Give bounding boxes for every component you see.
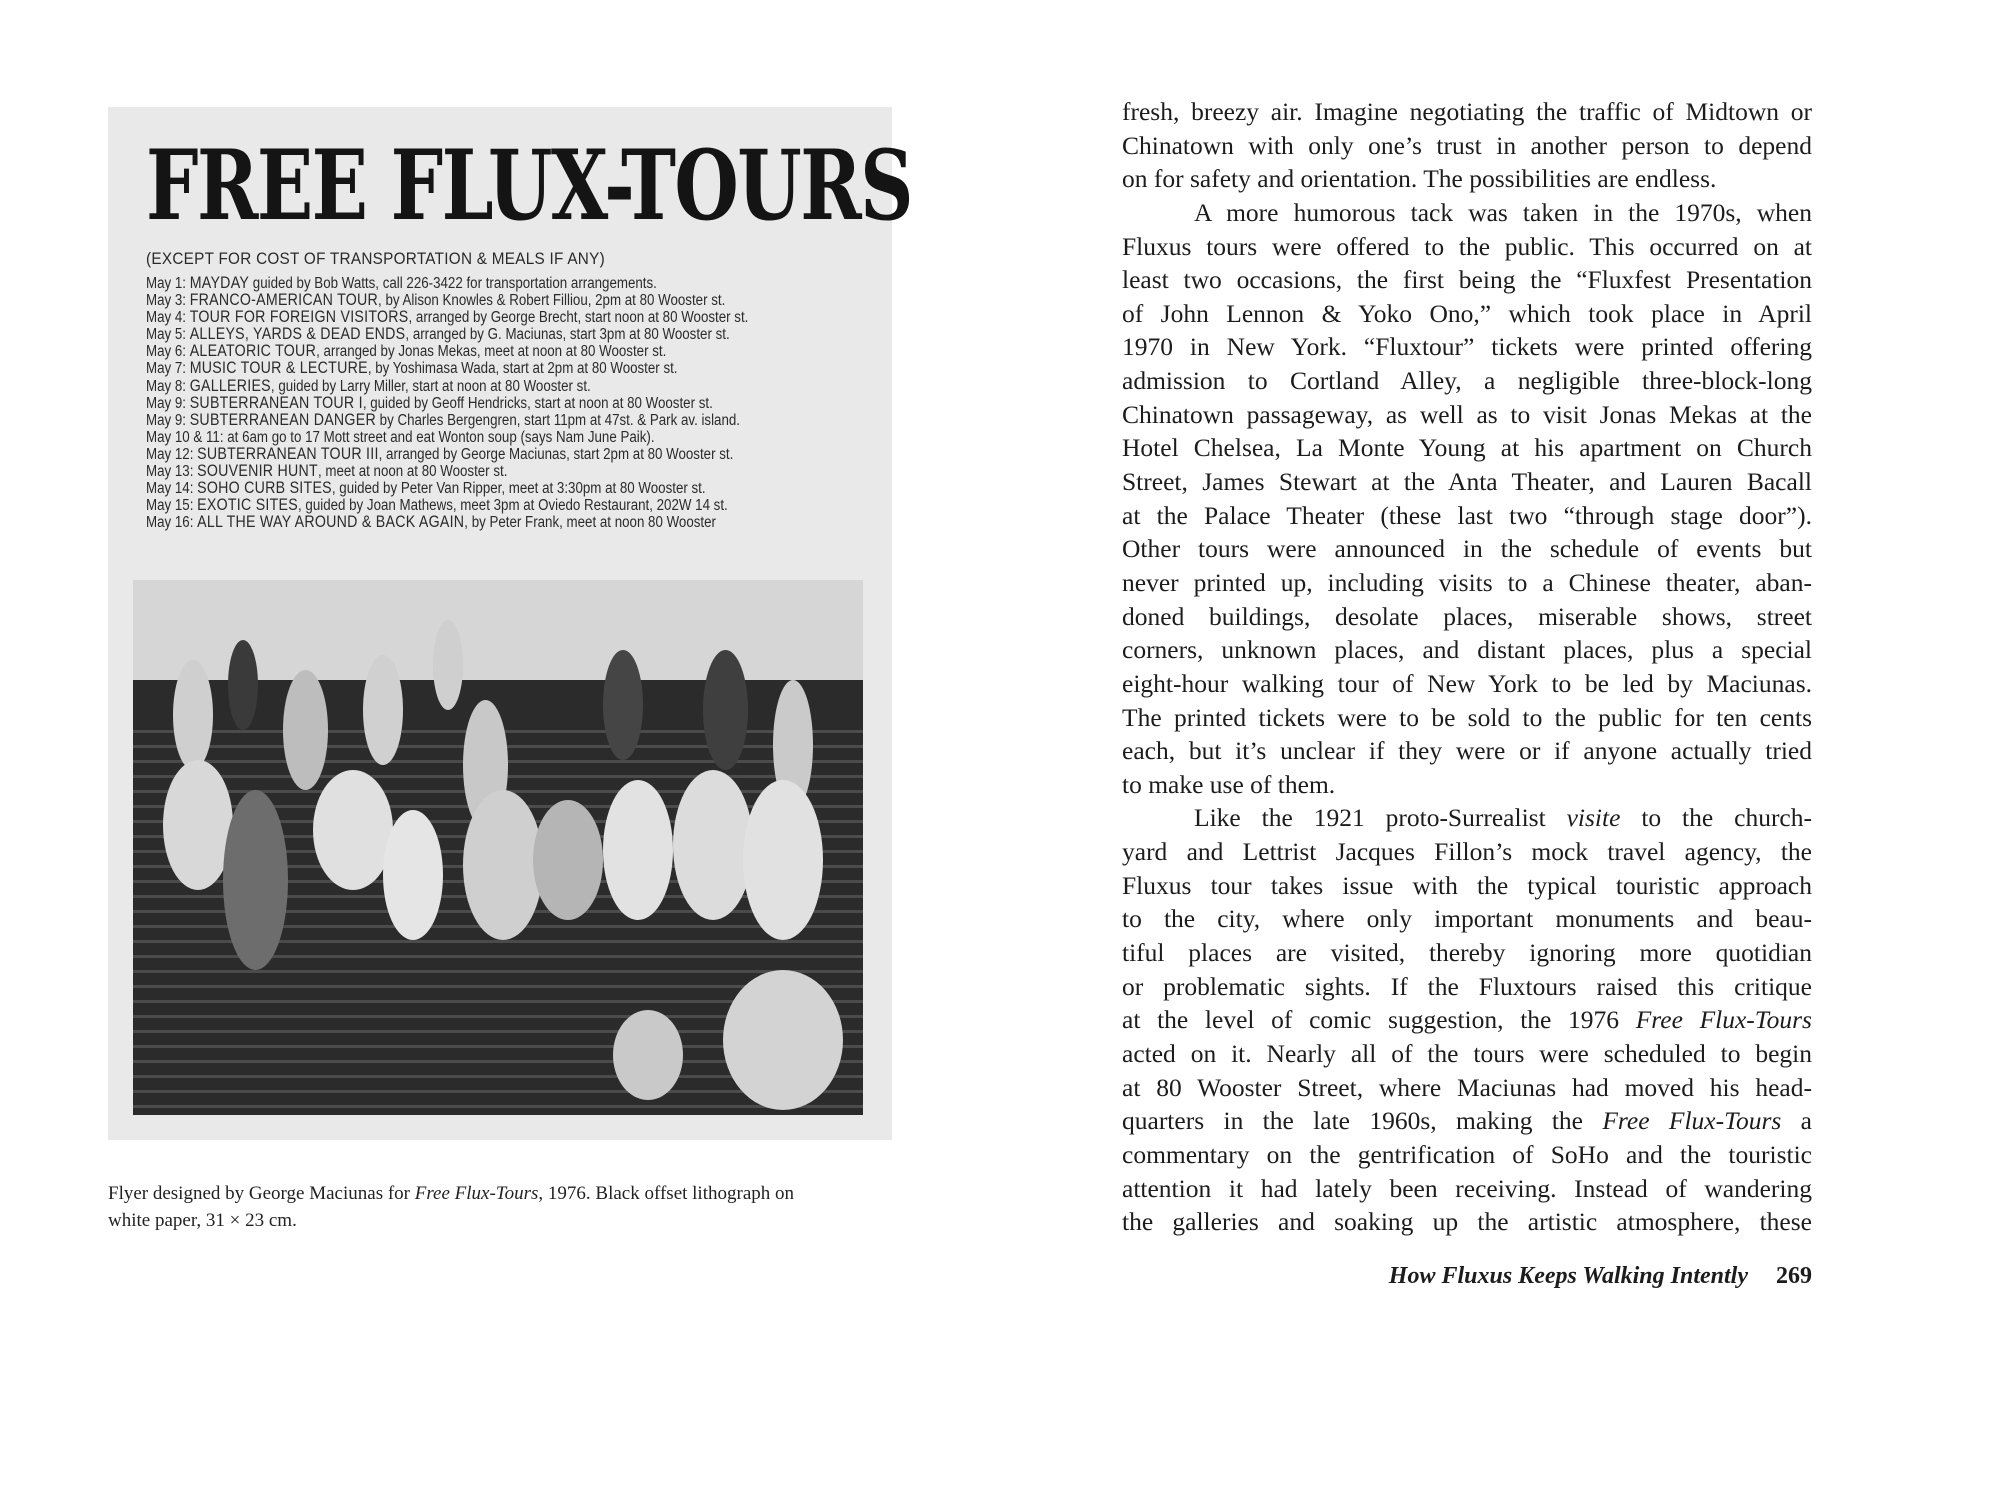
body-line: Chinatown passageway, as well as to visit Jonas Mekas at the: [1122, 399, 1812, 429]
italic-title: Free Flux-Tours: [1602, 1106, 1782, 1136]
flyer-tour-entry: [146, 463, 748, 480]
photo-figure: [283, 670, 328, 790]
flyer-tour-entry: [146, 395, 748, 412]
body-line: attention it had lately been receiving. Instead of wandering: [1122, 1173, 1812, 1203]
flyer-tour-entry: [146, 326, 748, 343]
body-line: to the city, where only important monuments and beau-: [1122, 904, 1812, 934]
body-line: at 80 Wooster Street, where Maciunas had moved his head-: [1122, 1072, 1812, 1102]
tour-name: FRANCO-AMERICAN TOUR: [189, 291, 379, 310]
tour-details: , by Yoshimasa Wada, start at 2pm at 80 Wooster st.: [367, 360, 678, 378]
body-line: eight-hour walking tour of New York to be led by Maciunas.: [1122, 668, 1812, 698]
photo-figure: [313, 770, 393, 890]
flyer-photo: [133, 580, 863, 1115]
tour-name: MAYDAY: [189, 274, 250, 292]
tour-details: , meet at noon at 80 Wooster st.: [317, 463, 508, 481]
flyer-tour-entry: [146, 292, 748, 309]
tour-date: May 3:: [146, 292, 190, 310]
tour-details: at 6am go to 17 Mott street and eat Wonton soup (says Nam June Paik).: [227, 428, 655, 446]
tour-date: May 5:: [146, 326, 190, 344]
tour-name: SUBTERRANEAN TOUR I: [189, 393, 363, 412]
body-line: A more humorous tack was taken in the 1970s, when: [1194, 197, 1812, 227]
photo-stair-edge: [133, 970, 863, 973]
body-line: never printed up, including visits to a Chinese theater, aban-: [1122, 567, 1812, 597]
body-line: the galleries and soaking up the artistic atmosphere, these: [1122, 1207, 1812, 1237]
photo-figure: [723, 970, 843, 1110]
tour-details: guided by Bob Watts, call 226-3422 for transportation arrangements.: [249, 275, 657, 292]
body-line-text: at the level of comic suggestion, the 1976: [1122, 1005, 1636, 1035]
caption-title: Free Flux-Tours: [414, 1183, 539, 1204]
tour-name: ALLEYS, YARDS & DEAD ENDS: [189, 325, 406, 344]
tour-date: May 8:: [146, 377, 190, 395]
flyer-subtitle: (EXCEPT FOR COST OF TRANSPORTATION & MEALS IF ANY): [146, 249, 605, 268]
body-line: Chinatown with only one’s trust in another person to depend: [1122, 130, 1812, 160]
italic-title: visite: [1566, 803, 1621, 833]
body-line-text: Like the 1921 proto-Surrealist: [1194, 803, 1567, 833]
flyer-tour-entry: [146, 514, 748, 531]
body-line: each, but it’s unclear if they were or if anyone actually tried: [1122, 736, 1812, 766]
tour-date: May 15:: [146, 497, 198, 515]
photo-stair-edge: [133, 1105, 863, 1108]
tour-details: , guided by Geoff Hendricks, start at noon at 80 Wooster st.: [362, 394, 713, 412]
tour-details: , guided by Larry Miller, start at noon at 80 Wooster st.: [270, 377, 591, 395]
body-line: at the Palace Theater (these last two “through stage door”).: [1122, 500, 1812, 530]
flyer-tour-entry: [146, 309, 748, 326]
photo-figure: [228, 640, 258, 730]
page-footer: [1300, 1258, 1812, 1294]
body-line: acted on it. Nearly all of the tours were scheduled to begin: [1122, 1038, 1812, 1068]
photo-figure: [673, 770, 753, 920]
photo-figure: [533, 800, 603, 920]
tour-date: May 1:: [146, 275, 190, 292]
tour-date: May 4:: [146, 309, 190, 327]
tour-details: , arranged by G. Maciunas, start 3pm at 80 Wooster st.: [405, 326, 730, 344]
photo-figure: [363, 655, 403, 765]
body-line: or problematic sights. If the Fluxtours raised this critique: [1122, 971, 1812, 1001]
body-line: [1122, 801, 1812, 835]
body-line: Fluxus tour takes issue with the typical touristic approach: [1122, 870, 1812, 900]
flyer-tour-entry: [146, 360, 748, 377]
body-line-text: to the church-: [1620, 803, 1812, 833]
body-line-text: quarters in the late 1960s, making the: [1122, 1106, 1603, 1136]
photo-figure: [383, 810, 443, 940]
photo-figure: [603, 780, 673, 920]
tour-details: , guided by Joan Mathews, meet 3pm at Oviedo Restaurant, 202W 14 st.: [298, 497, 728, 515]
body-line: yard and Lettrist Jacques Fillon’s mock travel agency, the: [1122, 837, 1812, 867]
tour-name: ALL THE WAY AROUND & BACK AGAIN: [197, 513, 465, 532]
running-head: How Fluxus Keeps Walking Intently: [1388, 1263, 1748, 1289]
body-line: [1122, 1104, 1812, 1138]
flyer-tour-entry: [146, 378, 748, 395]
tour-name: EXOTIC SITES: [197, 496, 299, 515]
flyer-tour-entry: [146, 412, 748, 429]
body-text: [1122, 95, 1812, 1239]
tour-date: May 7:: [146, 360, 190, 378]
tour-name: SOUVENIR HUNT: [197, 462, 318, 481]
tour-name: SUBTERRANEAN TOUR III: [197, 444, 379, 463]
photo-figure: [163, 760, 233, 890]
body-line: Other tours were announced in the schedule of events but: [1122, 534, 1812, 564]
body-line-text: a: [1781, 1106, 1812, 1136]
body-line: Fluxus tours were offered to the public. This occurred on at: [1122, 231, 1812, 261]
flyer-tour-schedule: [146, 275, 846, 531]
italic-title: Free Flux-Tours: [1635, 1005, 1812, 1035]
photo-figure: [223, 790, 288, 970]
body-line: admission to Cortland Alley, a negligible three-block-long: [1122, 366, 1812, 396]
tour-name: ALEATORIC TOUR: [189, 342, 317, 361]
tour-name: SOHO CURB SITES: [197, 479, 332, 498]
body-line: 1970 in New York. “Fluxtour” tickets were printed offering: [1122, 332, 1812, 362]
tour-date: May 10 & 11:: [146, 428, 228, 446]
children-on-stairs-photo: [133, 580, 863, 1115]
tour-details: , arranged by Jonas Mekas, meet at noon at 80 Wooster st.: [316, 343, 667, 361]
body-line: The printed tickets were to be sold to the public for ten cents: [1122, 702, 1812, 732]
body-line: to make use of them.: [1122, 769, 1336, 799]
photo-figure: [703, 650, 748, 770]
tour-date: May 16:: [146, 514, 198, 532]
tour-name: TOUR FOR FOREIGN VISITORS: [189, 308, 409, 327]
tour-details: , by Alison Knowles & Robert Filliou, 2pm at 80 Wooster st.: [378, 292, 726, 310]
body-line: commentary on the gentrification of SoHo and the touristic: [1122, 1139, 1812, 1169]
body-line: corners, unknown places, and distant places, plus a special: [1122, 635, 1812, 665]
flyer-image: [108, 107, 912, 1140]
tour-date: May 13:: [146, 463, 198, 481]
page-number: 269: [1776, 1263, 1812, 1289]
figure-caption: [108, 1180, 898, 1234]
body-line: tiful places are visited, thereby ignoring more quotidian: [1122, 938, 1812, 968]
tour-details: , arranged by George Maciunas, start 2pm at 80 Wooster st.: [378, 445, 734, 463]
flyer-title: FREE FLUX-TOURS: [146, 129, 912, 242]
body-line: least two occasions, the first being the “Fluxfest Presentation: [1122, 265, 1812, 295]
body-line: fresh, breezy air. Imagine negotiating the traffic of Midtown or: [1122, 97, 1812, 126]
tour-name: GALLERIES: [189, 376, 271, 395]
body-line: Street, James Stewart at the Anta Theater, and Lauren Bacall: [1122, 467, 1812, 497]
photo-figure: [433, 620, 463, 710]
tour-details: , by Peter Frank, meet at noon 80 Wooster: [464, 514, 716, 532]
body-line: Hotel Chelsea, La Monte Young at his apartment on Church: [1122, 433, 1812, 463]
caption-suffix: , 1976. Black offset lithograph on: [538, 1183, 795, 1204]
tour-date: May 12:: [146, 445, 198, 463]
body-line: doned buildings, desolate places, miserable shows, street: [1122, 601, 1812, 631]
flyer-tour-entry: [146, 429, 748, 446]
tour-details: , arranged by George Brecht, start noon at 80 Wooster st.: [408, 309, 749, 327]
body-line: on for safety and orientation. The possibilities are endless.: [1122, 164, 1717, 194]
tour-details: by Charles Bergengren, start 11pm at 47st. & Park av. island.: [375, 411, 741, 429]
photo-figure: [603, 650, 643, 760]
body-line: [1122, 1003, 1812, 1037]
tour-date: May 9:: [146, 394, 190, 412]
flyer-tour-entry: [146, 343, 748, 360]
tour-date: May 6:: [146, 343, 190, 361]
body-line: of John Lennon & Yoko Ono,” which took place in April: [1122, 298, 1812, 328]
caption-line-2: white paper, 31 × 23 cm.: [108, 1210, 297, 1231]
tour-details: , guided by Peter Van Ripper, meet at 3:30pm at 80 Wooster st.: [331, 480, 706, 498]
tour-name: MUSIC TOUR & LECTURE: [189, 359, 368, 378]
flyer-tour-entry: [146, 480, 748, 497]
flyer-tour-entry: [146, 275, 748, 292]
tour-date: May 14:: [146, 480, 198, 498]
photo-figure: [613, 1010, 683, 1100]
flyer-tour-entry: [146, 446, 748, 463]
photo-figure: [463, 790, 543, 940]
photo-figure: [173, 660, 213, 770]
tour-name: SUBTERRANEAN DANGER: [189, 410, 376, 429]
flyer-tour-entry: [146, 497, 748, 514]
tour-date: May 9:: [146, 411, 190, 429]
photo-figure: [743, 780, 823, 940]
caption-prefix: Flyer designed by George Maciunas for: [108, 1183, 415, 1204]
